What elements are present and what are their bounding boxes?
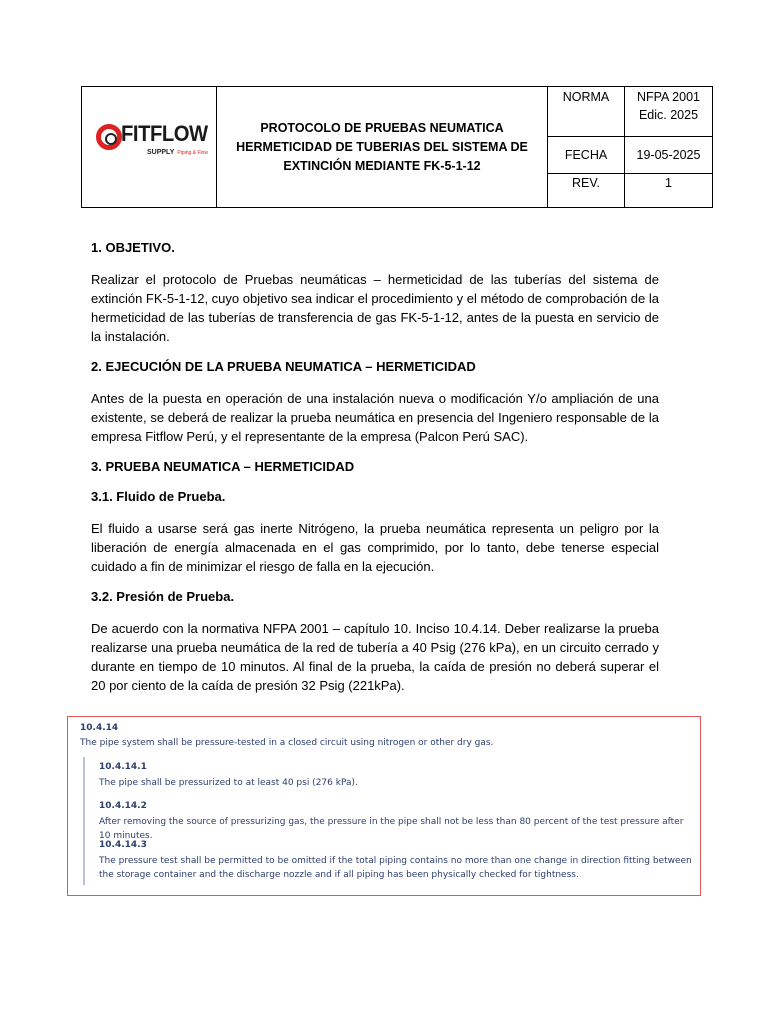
logo-cell xyxy=(82,87,217,207)
document-title: PROTOCOLO DE PRUEBAS NEUMATICA HERMETICIDAD DE TUBERIAS DEL SISTEMA DE EXTINCIÓN MEDIANTE FK-5-1-12 xyxy=(217,87,548,207)
meta-row-rev xyxy=(548,174,712,207)
fecha-value: 19-05-2025 xyxy=(636,148,701,162)
logo-sub: SUPPLY Piping & Flow xyxy=(147,149,208,156)
section-3-1-text: El fluido a usarse será gas inerte Nitrógeno, la prueba neumática representa un peligro por la liberación de energía almacenada en el gas comprimido, por lo tanto, debe tenerse especial cuidado a fin de minimizar el riesgo de falla en la ejecución. xyxy=(91,521,659,574)
excerpt-item-text: The pressure test shall be permitted to be omitted if the total piping contains no more than one change in direction fitting between the storage container and the discharge nozzle and if all piping has been physically checked for tightness. xyxy=(99,856,692,880)
excerpt-item-number: 10.4.14.1 xyxy=(99,762,147,772)
rev-value: 1 xyxy=(665,176,672,190)
excerpt-item-text: After removing the source of pressurizing gas, the pressure in the pipe shall not be less than 80 percent of the test pressure after 10 minutes. xyxy=(99,817,684,841)
excerpt-main-text: The pipe system shall be pressure-tested in a closed circuit using nitrogen or other dry gas. xyxy=(80,738,494,748)
meta-row-fecha xyxy=(548,137,712,174)
norma-value: NFPA 2001 Edic. 2025 xyxy=(636,90,700,122)
excerpt-item-text: The pipe shall be pressurized to at least 40 psi (276 kPa). xyxy=(99,778,358,788)
rev-label: REV. xyxy=(548,174,625,207)
section-3-1-heading: 3.1. Fluido de Prueba. xyxy=(91,489,226,504)
excerpt-indent-bar xyxy=(83,757,85,885)
excerpt-main-number: 10.4.14 xyxy=(80,723,119,733)
logo-brand: FITFLOW xyxy=(121,121,208,146)
excerpt-item-number: 10.4.14.2 xyxy=(99,801,147,811)
meta-block xyxy=(548,87,712,207)
section-3-2-text: De acuerdo con la normativa NFPA 2001 – capítulo 10. Inciso 10.4.14. Deber realizarse la prueba realizarse una prueba neumática de la red de tubería a 40 Psig (276 kPa), en un circuito cerrado y durante en tiempo de 10 minutos. Al final de la prueba, la caída de presión no deberá superar el 20 por ciento de la caída de presión 32 Psig (221kPa). xyxy=(91,621,659,693)
section-3-2-heading: 3.2. Presión de Prueba. xyxy=(91,589,235,604)
section-2-text: Antes de la puesta en operación de una instalación nueva o modificación Y/o ampliación de una existente, se deberá de realizar la prueba neumática en presencia del Ingeniero responsable de la empresa Fitflow Perú, y el representante de la empresa (Palcon Perú SAC). xyxy=(91,391,659,444)
fitflow-logo-icon xyxy=(96,124,122,150)
meta-row-norma xyxy=(548,87,712,137)
section-1-text: Realizar el protocolo de Pruebas neumáticas – hermeticidad de las tuberías del sistema de extinción FK-5-1-12, cuyo objetivo sea indicar el procedimiento y el método de comprobación de la hermeticidad de las tuberías de transferencia de gas FK-5-1-12, antes de la puesta en servicio de la instalación. xyxy=(91,272,659,344)
section-2-heading: 2. EJECUCIÓN DE LA PRUEBA NEUMATICA – HERMETICIDAD xyxy=(91,359,476,374)
norma-label: NORMA xyxy=(548,87,625,136)
fecha-label: FECHA xyxy=(548,137,625,173)
document-header-table xyxy=(81,86,713,208)
section-3-heading: 3. PRUEBA NEUMATICA – HERMETICIDAD xyxy=(91,459,355,474)
section-1-heading: 1. OBJETIVO. xyxy=(91,240,175,255)
nfpa-excerpt-box xyxy=(67,716,701,896)
excerpt-item-number: 10.4.14.3 xyxy=(99,840,147,850)
